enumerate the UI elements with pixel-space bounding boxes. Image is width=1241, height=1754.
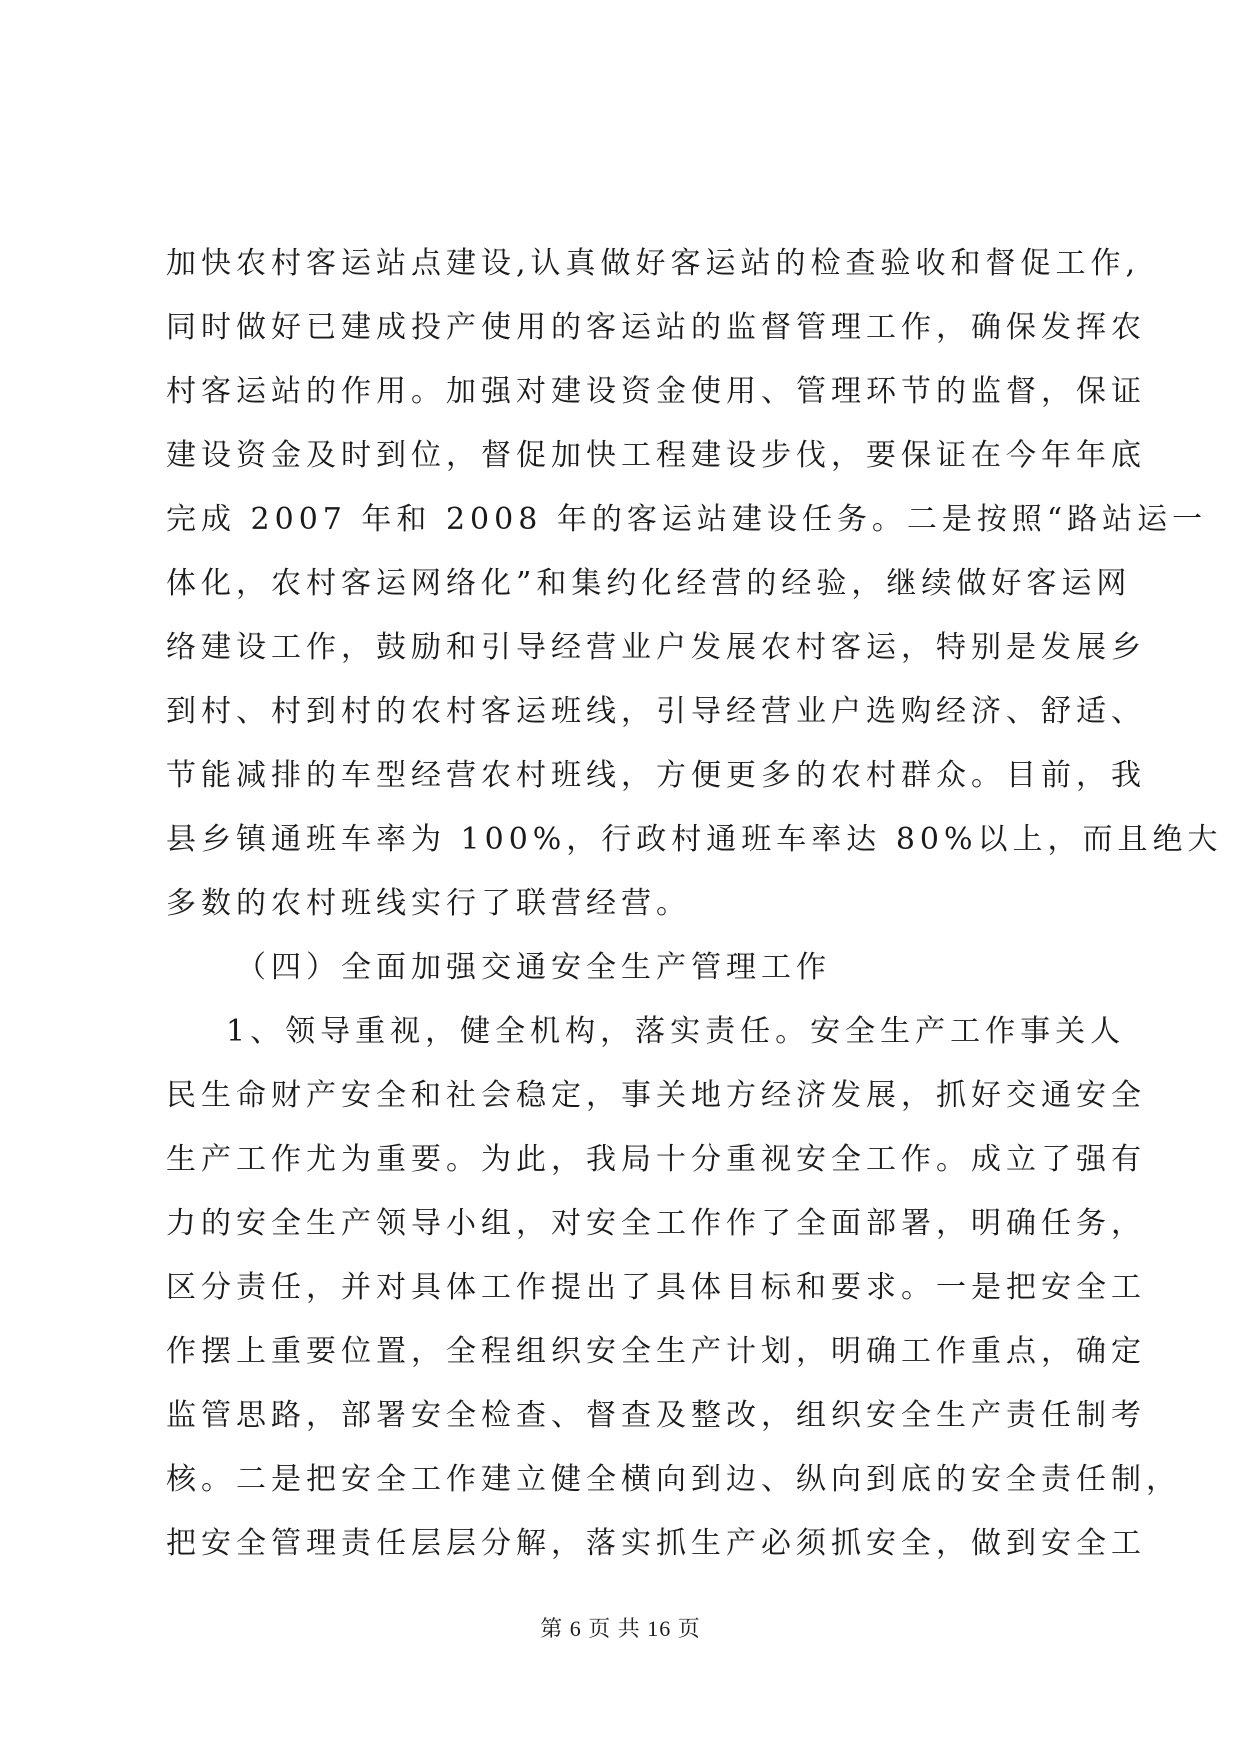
text-line: 同时做好已建成投产使用的客运站的监督管理工作，确保发挥农 [166, 310, 1146, 345]
text-line: 民生命财产安全和社会稳定，事关地方经济发展，抓好交通安全 [166, 1078, 1146, 1113]
text-line: 1、领导重视，健全机构，落实责任。安全生产工作事关人 [226, 1014, 1126, 1049]
text-line: 络建设工作，鼓励和引导经营业户发展农村客运，特别是发展乡 [166, 630, 1146, 665]
text-line: 节能减排的车型经营农村班线，方便更多的农村群众。目前，我 [166, 758, 1146, 793]
document-body [166, 232, 1223, 1576]
text-line: 把安全管理责任层层分解，落实抓生产必须抓安全，做到安全工 [166, 1526, 1146, 1561]
text-line: 作摆上重要位置，全程组织安全生产计划，明确工作重点，确定 [166, 1334, 1146, 1369]
text-line: 完成 2007 年和 2008 年的客运站建设任务。二是按照“路站运一 [166, 502, 1208, 537]
section-heading: （四）全面加强交通安全生产管理工作 [236, 950, 831, 985]
text-line: 监管思路，部署安全检查、督查及整改，组织安全生产责任制考 [166, 1398, 1146, 1433]
text-line: 县乡镇通班车率为 100%，行政村通班车率达 80%以上，而且绝大 [166, 822, 1223, 857]
text-line: 生产工作尤为重要。为此，我局十分重视安全工作。成立了强有 [166, 1142, 1146, 1177]
text-line: 区分责任，并对具体工作提出了具体目标和要求。一是把安全工 [166, 1270, 1146, 1305]
text-line: 力的安全生产领导小组，对安全工作作了全面部署，明确任务， [166, 1206, 1146, 1241]
text-line: 多数的农村班线实行了联营经营。 [166, 886, 691, 921]
text-line: 加快农村客运站点建设,认真做好客运站的检查验收和督促工作, [166, 246, 1141, 281]
text-line: 村客运站的作用。加强对建设资金使用、管理环节的监督，保证 [166, 374, 1146, 409]
page-number-footer: 第 6 页 共 16 页 [540, 1616, 701, 1641]
text-line: 到村、村到村的农村客运班线，引导经营业户选购经济、舒适、 [166, 694, 1146, 729]
text-line: 体化，农村客运网络化”和集约化经营的经验，继续做好客运网 [166, 566, 1132, 601]
text-line: 建设资金及时到位，督促加快工程建设步伐，要保证在今年年底 [166, 438, 1146, 473]
text-line: 核。二是把安全工作建立健全横向到边、纵向到底的安全责任制， [166, 1462, 1181, 1497]
